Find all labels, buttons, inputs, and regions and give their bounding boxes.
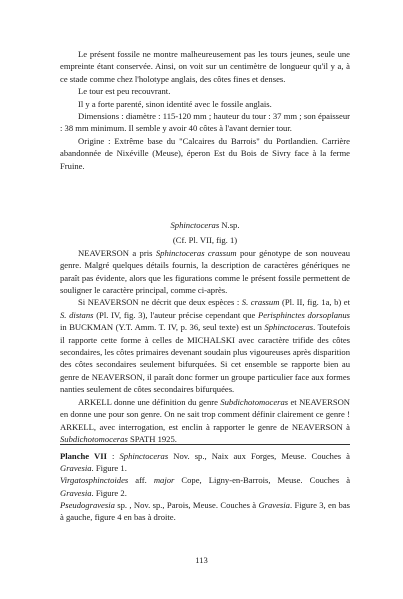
s2-b: (Pl. II, fig. 1a, b) et: [279, 297, 350, 308]
pe1-a: :: [106, 451, 120, 461]
section-paragraph-2: [60, 296, 350, 395]
intro-block: [60, 48, 350, 172]
pe3-italic: Pseudogravesia: [60, 499, 115, 510]
section-paragraph-1: [60, 247, 350, 297]
pe2-italic: Virgatosphinctoides: [60, 475, 129, 486]
s1-b: pour génotype de son nouveau genre. Malgré quelques détails fournis, la description de caractères génériques ne paraît pas évidente, alors que les figurations comme le présent fossile permettent de souligner le caractère principal, comme ci-après.: [60, 247, 350, 296]
plate-label: Planche VII: [60, 451, 107, 461]
pe3-italic-2: Gravesia: [258, 499, 290, 510]
s2-italic-3: Perisphinctes dorsoplanus: [258, 309, 350, 320]
pe1-italic-2: Gravesia: [60, 463, 92, 474]
s1-italic: Sphinctoceras crassum: [155, 247, 237, 258]
section-title: [60, 219, 350, 231]
pe3-c: . Figure 3, en bas à gauche, figure 4 en bas à droite.: [60, 499, 350, 523]
pe1-b: Nov. sp., Naix aux Forges, Meuse. Couches à: [168, 451, 350, 461]
s2-d: in BUCKMAN (Y.T. Amm. T. IV, p. 36, seul texte) est un: [60, 322, 265, 333]
intro-paragraph-5: Origine : Extrême base du "Calcaires du Barrois" du Portlandien. Carrière abandonnée de Nixéville (Meuse), éperon Est du Bois de Sivry face à la ferme Fruine.: [60, 135, 350, 171]
section-title-rest: N.sp.: [219, 220, 240, 230]
s3-c: SPATH 1925.: [127, 433, 177, 444]
pe2-italic-2: major: [153, 475, 175, 486]
section-title-genus: Sphinctoceras: [170, 220, 220, 230]
s2-italic-2: S. distans: [60, 309, 94, 320]
plate-entry-1: [60, 450, 350, 474]
pe2-d: . Figure 2.: [91, 487, 127, 498]
s2-italic-1: S. crassum: [241, 297, 280, 308]
s2-a: Si NEAVERSON ne décrit que deux espèces :: [78, 297, 242, 308]
plate-caption: [60, 450, 350, 523]
s3-a: ARKELL donne une définition du genre: [78, 396, 221, 407]
s3-italic-2: Subdichotomoceras: [60, 433, 128, 444]
plate-entry-2: [60, 474, 350, 498]
s1-a: NEAVERSON a pris: [78, 247, 156, 258]
section-divider: [60, 444, 350, 445]
section-paragraph-3: [60, 396, 350, 446]
page-number: 113: [195, 555, 208, 565]
s2-italic-4: Sphinctoceras: [264, 322, 314, 333]
pe2-b: aff.: [128, 475, 154, 486]
intro-paragraph-4: Dimensions : diamètre : 115-120 mm ; hauteur du tour : 37 mm ; son épaisseur : 38 mm minimum. Il semble y avoir 40 côtes à l'avant dernier tour.: [60, 111, 350, 134]
pe1-c: . Figure 1.: [91, 463, 127, 474]
pe2-italic-3: Gravesia: [60, 487, 92, 498]
pe3-b: sp. , Nov. sp., Parois, Meuse. Couches à: [114, 499, 259, 510]
s3-b: et NEAVERSON en donne une pour son genre. On ne sait trop comment définir clairement ce genre ! ARKELL, avec interrogation, est enclin à rapporter le genre de NEAVERSON à: [60, 396, 351, 432]
intro-paragraph-1: Le présent fossile ne montre malheureusement pas les tours jeunes, seule une empreinte étant conservée. Ainsi, on voit sur un centimètre de longueur qu'il y a, à ce stade comme chez l'holotype anglais, des côtes fines et denses.: [60, 49, 350, 84]
intro-paragraph-3: Il y a forte parenté, sinon identité avec le fossile anglais.: [78, 98, 272, 109]
section-subtitle: (Cf. Pl. VII, fig. 1): [172, 235, 238, 246]
s2-e: . Toutefois il rapporte cette forme à celles de MICHALSKI avec caractère trifide des côtes secondaires, les côtes primaires devenant soudain plus vigoureuses après disparition des côtes secondaires seulement bifurquées. Si cet ensemble se rapporte bien au genre de NEAVERSON, il paraît donc former un groupe particulier face aux formes nanties seulement de côtes secondaires bifurquées.: [60, 322, 350, 395]
intro-paragraph-2: Le tour est peu recouvrant.: [78, 86, 171, 97]
species-section: [60, 219, 350, 445]
pe1-italic: Sphinctoceras: [119, 451, 169, 461]
pe2-c: Cope, Ligny-en-Barrois, Meuse. Couches à: [174, 475, 351, 486]
s2-c: (Pl. IV, fig. 3), l'auteur précise cependant que: [93, 309, 259, 320]
plate-entry-3: [60, 499, 350, 523]
s3-italic-1: Subdichotomoceras: [220, 396, 289, 407]
